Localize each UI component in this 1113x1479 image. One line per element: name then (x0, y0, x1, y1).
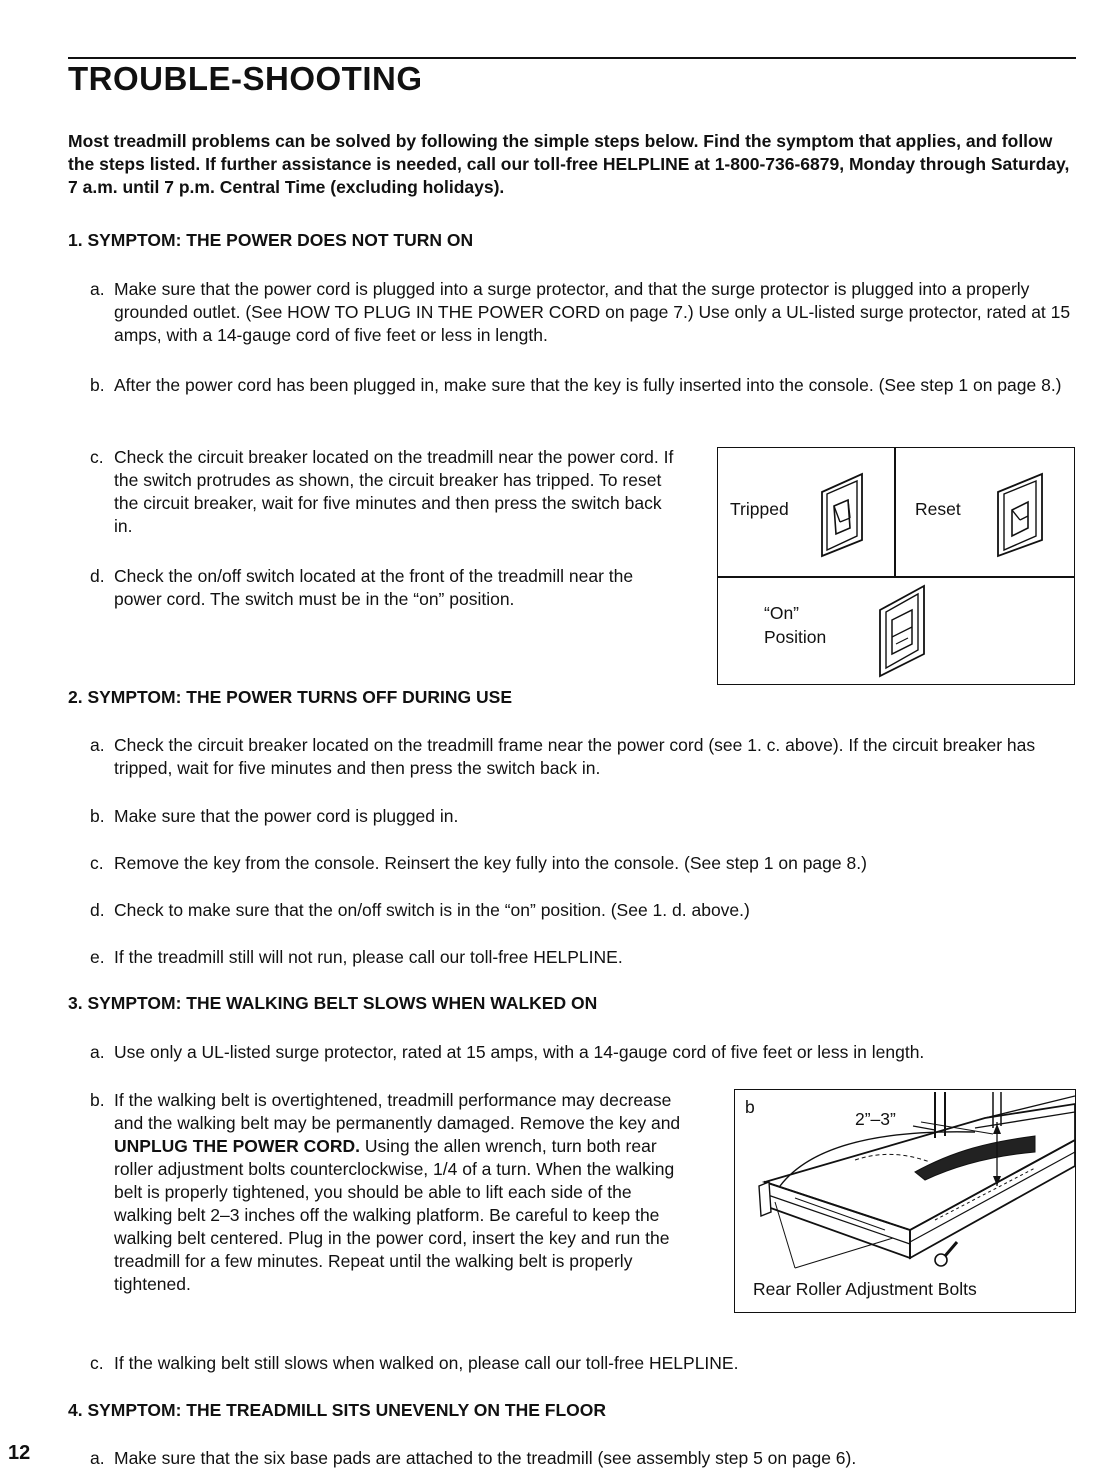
step-label: e. (90, 947, 105, 967)
symptom-3-heading: 3. SYMPTOM: THE WALKING BELT SLOWS WHEN WALKED ON (68, 993, 598, 1013)
symptom-3-step-a (90, 1041, 1075, 1064)
symptom-1-step-b (90, 374, 1075, 397)
symptom-2-heading: 2. SYMPTOM: THE POWER TURNS OFF DURING USE (68, 687, 513, 707)
reset-label: Reset (915, 499, 961, 519)
circuit-breaker-figure (717, 447, 1075, 685)
step-text: Check the circuit breaker located on the treadmill near the power cord. If the switch protrudes as shown, the circuit breaker has tripped. To reset the circuit breaker, wait for five minutes and then press the switch back in. (114, 447, 674, 536)
page-number: 12 (8, 1442, 31, 1464)
reset-switch-icon (990, 470, 1056, 558)
symptom-4-heading: 4. SYMPTOM: THE TREADMILL SITS UNEVENLY ON THE FLOOR (68, 1400, 607, 1420)
step-text: Check to make sure that the on/off switch is in the “on” position. (See 1. d. above.) (114, 900, 750, 920)
step-text: After the power cord has been plugged in, make sure that the key is fully inserted into the console. (See step 1 on page 8.) (114, 375, 1062, 395)
step-label: c. (90, 1353, 104, 1373)
position-label: Position (764, 627, 827, 647)
symptom-4-step-a (90, 1447, 1075, 1470)
symptom-1-heading: 1. SYMPTOM: THE POWER DOES NOT TURN ON (68, 230, 474, 250)
figure-divider-horizontal (718, 576, 1074, 578)
step-text: Make sure that the six base pads are attached to the treadmill (see assembly step 5 on page 6). (114, 1448, 857, 1468)
step-text: If the walking belt still slows when walked on, please call our toll-free HELPLINE. (114, 1353, 739, 1373)
symptom-2-step-e (90, 946, 1075, 969)
symptom-1-step-a (90, 278, 1075, 347)
symptom-3-step-c (90, 1352, 1075, 1375)
rear-roller-figure (734, 1089, 1076, 1313)
step-text: Make sure that the power cord is plugged in. (114, 806, 459, 826)
step-label: a. (90, 1448, 105, 1468)
treadmill-illustration (735, 1090, 1075, 1280)
step-label: c. (90, 853, 104, 873)
header-rule (68, 57, 1076, 59)
step-text: Use only a UL-listed surge protector, rated at 15 amps, with a 14-gauge cord of five feet or less in length. (114, 1042, 925, 1062)
symptom-2-step-a (90, 734, 1075, 780)
step-label: c. (90, 447, 104, 467)
tripped-switch-icon (814, 470, 874, 558)
step-label: d. (90, 566, 105, 586)
symptom-3-step-b (90, 1089, 690, 1296)
step-label: a. (90, 735, 105, 755)
intro-paragraph: Most treadmill problems can be solved by following the simple steps below. Find the symptom that applies, and follow the steps listed. If further assistance is needed, call our toll-free HELPLINE at 1-800-736-6879, Monday through Saturday, 7 a.m. until 7 p.m. Central Time (excluding holidays). (68, 131, 1070, 197)
symptom-1-step-d (90, 565, 680, 611)
step-text: Make sure that the power cord is plugged into a surge protector, and that the surge protector is plugged into a properly grounded outlet. (See HOW TO PLUG IN THE POWER CORD on page 7.) Use only a UL-listed surge protector, rated at 15 amps, with a 14-gauge cord of five feet or less in length. (114, 279, 1071, 345)
symptom-1-step-c (90, 446, 680, 538)
page-title: TROUBLE-SHOOTING (68, 60, 423, 97)
step-text: Check the circuit breaker located on the treadmill frame near the power cord (see 1. c. above). If the circuit breaker has tripped, wait for five minutes and then press the switch back in. (114, 735, 1036, 778)
tripped-label: Tripped (730, 499, 789, 519)
step-text: Remove the key from the console. Reinsert the key fully into the console. (See step 1 on page 8.) (114, 853, 867, 873)
step-label: a. (90, 279, 105, 299)
step-label: b. (90, 1090, 105, 1110)
step-text: Check the on/off switch located at the front of the treadmill near the power cord. The switch must be in the “on” position. (114, 566, 634, 609)
step-label: b. (90, 375, 105, 395)
step-label: d. (90, 900, 105, 920)
step-label: b. (90, 806, 105, 826)
symptom-2-step-d (90, 899, 1075, 922)
figure-divider-vertical (894, 448, 896, 576)
step-text: If the walking belt is overtightened, treadmill performance may decrease and the walking belt may be permanently damaged. Remove the key and UNPLUG THE POWER CORD. Using the allen wrench, turn both rear roller adjustment bolts counterclockwise, 1/4 of a turn. When the walking belt is properly tightened, you should be able to lift each side of the walking belt 2–3 inches off the walking platform. Be careful to keep the walking belt centered. Plug in the power cord, insert the key and run the treadmill for a few minutes. Repeat until the walking belt is properly tightened. (114, 1090, 681, 1294)
symptom-2-step-b (90, 805, 1075, 828)
figure-letter: b (745, 1097, 755, 1117)
step-label: a. (90, 1042, 105, 1062)
on-label: “On” (764, 603, 799, 623)
figure-caption: Rear Roller Adjustment Bolts (753, 1279, 977, 1299)
step-text: If the treadmill still will not run, please call our toll-free HELPLINE. (114, 947, 623, 967)
measurement-label: 2”–3” (855, 1109, 896, 1129)
on-switch-icon (874, 582, 934, 678)
symptom-2-step-c (90, 852, 1075, 875)
